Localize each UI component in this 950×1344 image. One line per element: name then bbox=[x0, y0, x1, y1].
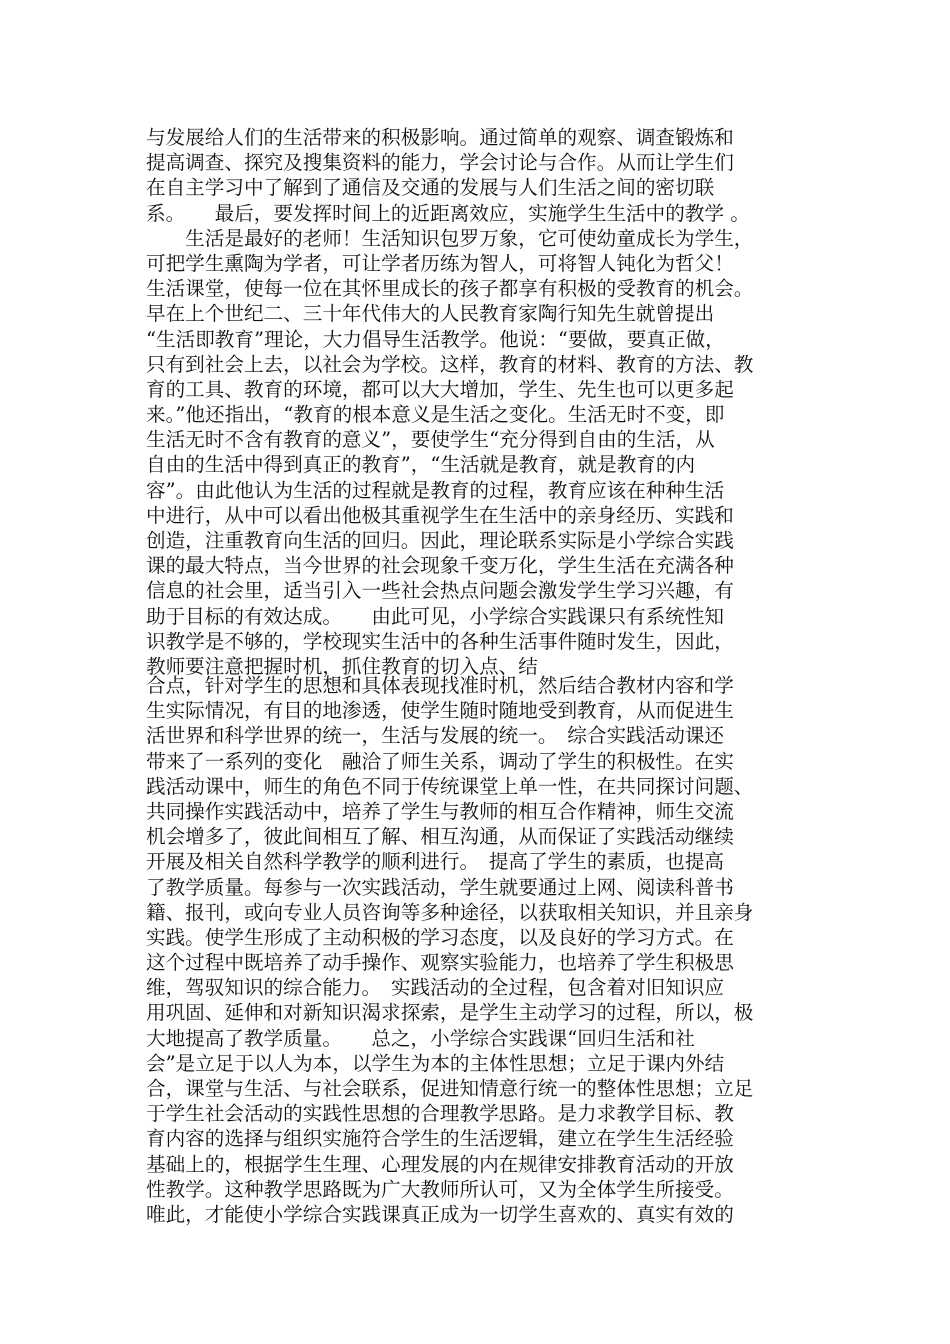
text-line: 于学生社会活动的实践性思想的合理教学思路。是力求教学目标、教 bbox=[146, 1102, 734, 1126]
text-line: 生活课堂，使每一位在其怀里成长的孩子都享有积极的受教育的机会。 bbox=[146, 277, 754, 301]
text-line: 教师要注意把握时机，抓住教育的切入点、结 bbox=[146, 654, 538, 678]
text-line: 这个过程中既培养了动手操作、观察实验能力，也培养了学生积极思 bbox=[146, 951, 734, 975]
text-line: 共同操作实践活动中，培养了学生与教师的相互合作精神，师生交流 bbox=[146, 799, 734, 823]
text-line: 维，驾驭知识的综合能力。 实践活动的全过程，包含着对旧知识应 bbox=[146, 976, 725, 1000]
text-line: 在自主学习中了解到了通信及交通的发展与人们生活之间的密切联 bbox=[146, 176, 715, 200]
text-line: 带来了一系列的变化 融洽了师生关系，调动了学生的积极性。在实 bbox=[146, 749, 734, 773]
text-line: 唯此，才能使小学综合实践课真正成为一切学生喜欢的、真实有效的 bbox=[146, 1202, 734, 1226]
text-line: 容”。由此他认为生活的过程就是教育的过程，教育应该在种种生活 bbox=[146, 478, 725, 502]
text-line: 会”是立足于以人为本，以学生为本的主体性思想；立足于课内外结 bbox=[146, 1051, 725, 1075]
text-line: 育的工具、教育的环境，都可以大大增加，学生、先生也可以更多起 bbox=[146, 377, 734, 401]
text-line: 信息的社会里，适当引入一些社会热点问题会激发学生学习兴趣，有 bbox=[146, 579, 734, 603]
text-line: 课的最大特点，当今世界的社会现象千变万化，学生生活在充满各种 bbox=[146, 554, 734, 578]
text-line: 开展及相关自然科学教学的顺利进行。 提高了学生的素质，也提高 bbox=[146, 850, 725, 874]
text-line: 了教学质量。每参与一次实践活动，学生就要通过上网、阅读科普书 bbox=[146, 875, 734, 899]
text-line: 践活动课中，师生的角色不同于传统课堂上单一性，在共同探讨问题、 bbox=[146, 774, 754, 798]
text-line: 助于目标的有效达成。 由此可见，小学综合实践课只有系统性知 bbox=[146, 604, 725, 628]
text-line: 用巩固、延伸和对新知识渴求探索，是学生主动学习的过程，所以，极 bbox=[146, 1001, 754, 1025]
text-line: 可把学生熏陶为学者，可让学者历练为智人，可将智人钝化为哲父！ bbox=[146, 251, 734, 275]
text-line: “生活即教育”理论，大力倡导生活教学。他说：“要做，要真正做， bbox=[146, 327, 725, 351]
text-line: 创造，注重教育向生活的回归。因此，理论联系实际是小学综合实践 bbox=[146, 529, 734, 552]
text-line: 籍、报刊，或向专业人员咨询等多种途径，以获取相关知识，并且亲身 bbox=[146, 900, 754, 924]
text-line: 育内容的选择与组织实施符合学生的生活逻辑，建立在学生生活经验 bbox=[146, 1127, 734, 1151]
text-line: 中进行，从中可以看出他极其重视学生在生活中的亲身经历、实践和 bbox=[146, 503, 734, 527]
text-line: 实践。使学生形成了主动积极的学习态度，以及良好的学习方式。在 bbox=[146, 925, 734, 949]
text-line: 生活无时不含有教育的意义”，要使学生“充分得到自由的生活，从 bbox=[146, 428, 715, 452]
text-line: 提高调查、探究及搜集资料的能力，学会讨论与合作。从而让学生们 bbox=[146, 151, 734, 175]
text-line: 合，课堂与生活、与社会联系，促进知情意行统一的整体性思想；立足 bbox=[146, 1077, 754, 1100]
text-line: 来。”他还指出，“教育的根本意义是生活之变化。生活无时不变，即 bbox=[146, 403, 725, 427]
text-line: 生活是最好的老师！生活知识包罗万象，它可使幼童成长为学生， bbox=[146, 226, 754, 250]
text-block-upper bbox=[146, 125, 810, 679]
text-line: 早在上个世纪二、三十年代伟大的人民教育家陶行知先生就曾提出 bbox=[146, 302, 715, 326]
text-line: 自由的生活中得到真正的教育”，“生活就是教育，就是教育的内 bbox=[146, 453, 696, 477]
text-line: 与发展给人们的生活带来的积极影响。通过简单的观察、调查锻炼和 bbox=[146, 126, 734, 149]
text-line: 性教学。这种教学思路既为广大教师所认可，又为全体学生所接受。 bbox=[146, 1177, 734, 1201]
text-line: 识教学是不够的，学校现实生活中的各种生活事件随时发生，因此， bbox=[146, 629, 734, 653]
text-line: 系。 最后，要发挥时间上的近距离效应，实施学生生活中的教学 。 bbox=[146, 201, 750, 225]
text-line: 合点，针对学生的思想和具体表现找准时机，然后结合教材内容和学 bbox=[146, 674, 734, 697]
text-line: 机会增多了，彼此间相互了解、相互沟通，从而保证了实践活动继续 bbox=[146, 825, 734, 849]
text-line: 大地提高了教学质量。 总之，小学综合实践课“回归生活和社 bbox=[146, 1026, 695, 1050]
text-line: 只有到社会上去，以社会为学校。这样，教育的材料、教育的方法、教 bbox=[146, 352, 754, 376]
text-line: 基础上的，根据学生生理、心理发展的内在规律安排教育活动的开放 bbox=[146, 1152, 734, 1176]
text-block-lower bbox=[146, 673, 810, 1227]
text-line: 活世界和科学世界的统一，生活与发展的统一。 综合实践活动课还 bbox=[146, 724, 725, 748]
text-line: 生实际情况，有目的地渗透，使学生随时随地受到教育，从而促进生 bbox=[146, 699, 734, 723]
